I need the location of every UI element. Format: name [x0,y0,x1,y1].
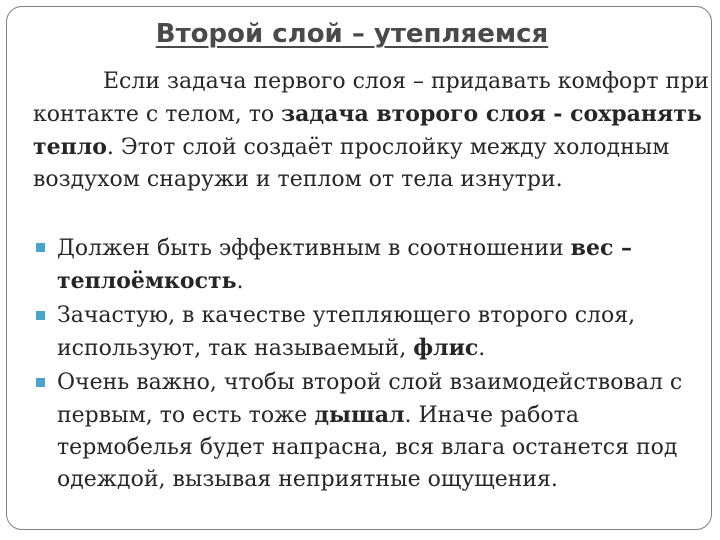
slide-frame [6,6,712,530]
bullet-item [33,367,713,496]
intro-bold-text: задача второго слоя - сохранять тепло [33,101,702,160]
bullet-text-end: . Иначе работа термобелья будет напрасна, вся влага останется под одеждой, вызывая неприятные ощущения. [57,403,678,492]
bullet-bold-text: вес – теплоёмкость [57,235,633,294]
square-bullet-icon [36,378,45,387]
bullet-item [33,232,713,298]
square-bullet-icon [36,311,45,320]
slide-title: Второй слой – утепляемся [155,19,549,49]
bullet-text: Должен быть эффективным в соотношении [57,236,571,261]
bullet-text-end: . [478,336,486,361]
bullet-bold-text: флис [413,335,479,361]
bullet-text-end: . [236,269,244,294]
bullet-text: Зачастую, в качестве утепляющего второго слоя, используют, так называемый, [57,303,636,361]
bullet-item [33,300,713,365]
intro-paragraph [33,66,713,196]
square-bullet-icon [36,243,45,252]
bullet-text: Очень важно, чтобы второй слой взаимодействовал с первым, то есть тоже [57,370,683,428]
bullet-bold-text: дышал [314,402,405,428]
intro-text-continued: . Этот слой создаёт прослойку между холодным воздухом снаружи и теплом от тела изнутри. [33,135,670,192]
bullet-list [33,232,713,498]
intro-text: Если задача первого слоя – придавать комфорт при контакте с телом, то [33,69,709,127]
